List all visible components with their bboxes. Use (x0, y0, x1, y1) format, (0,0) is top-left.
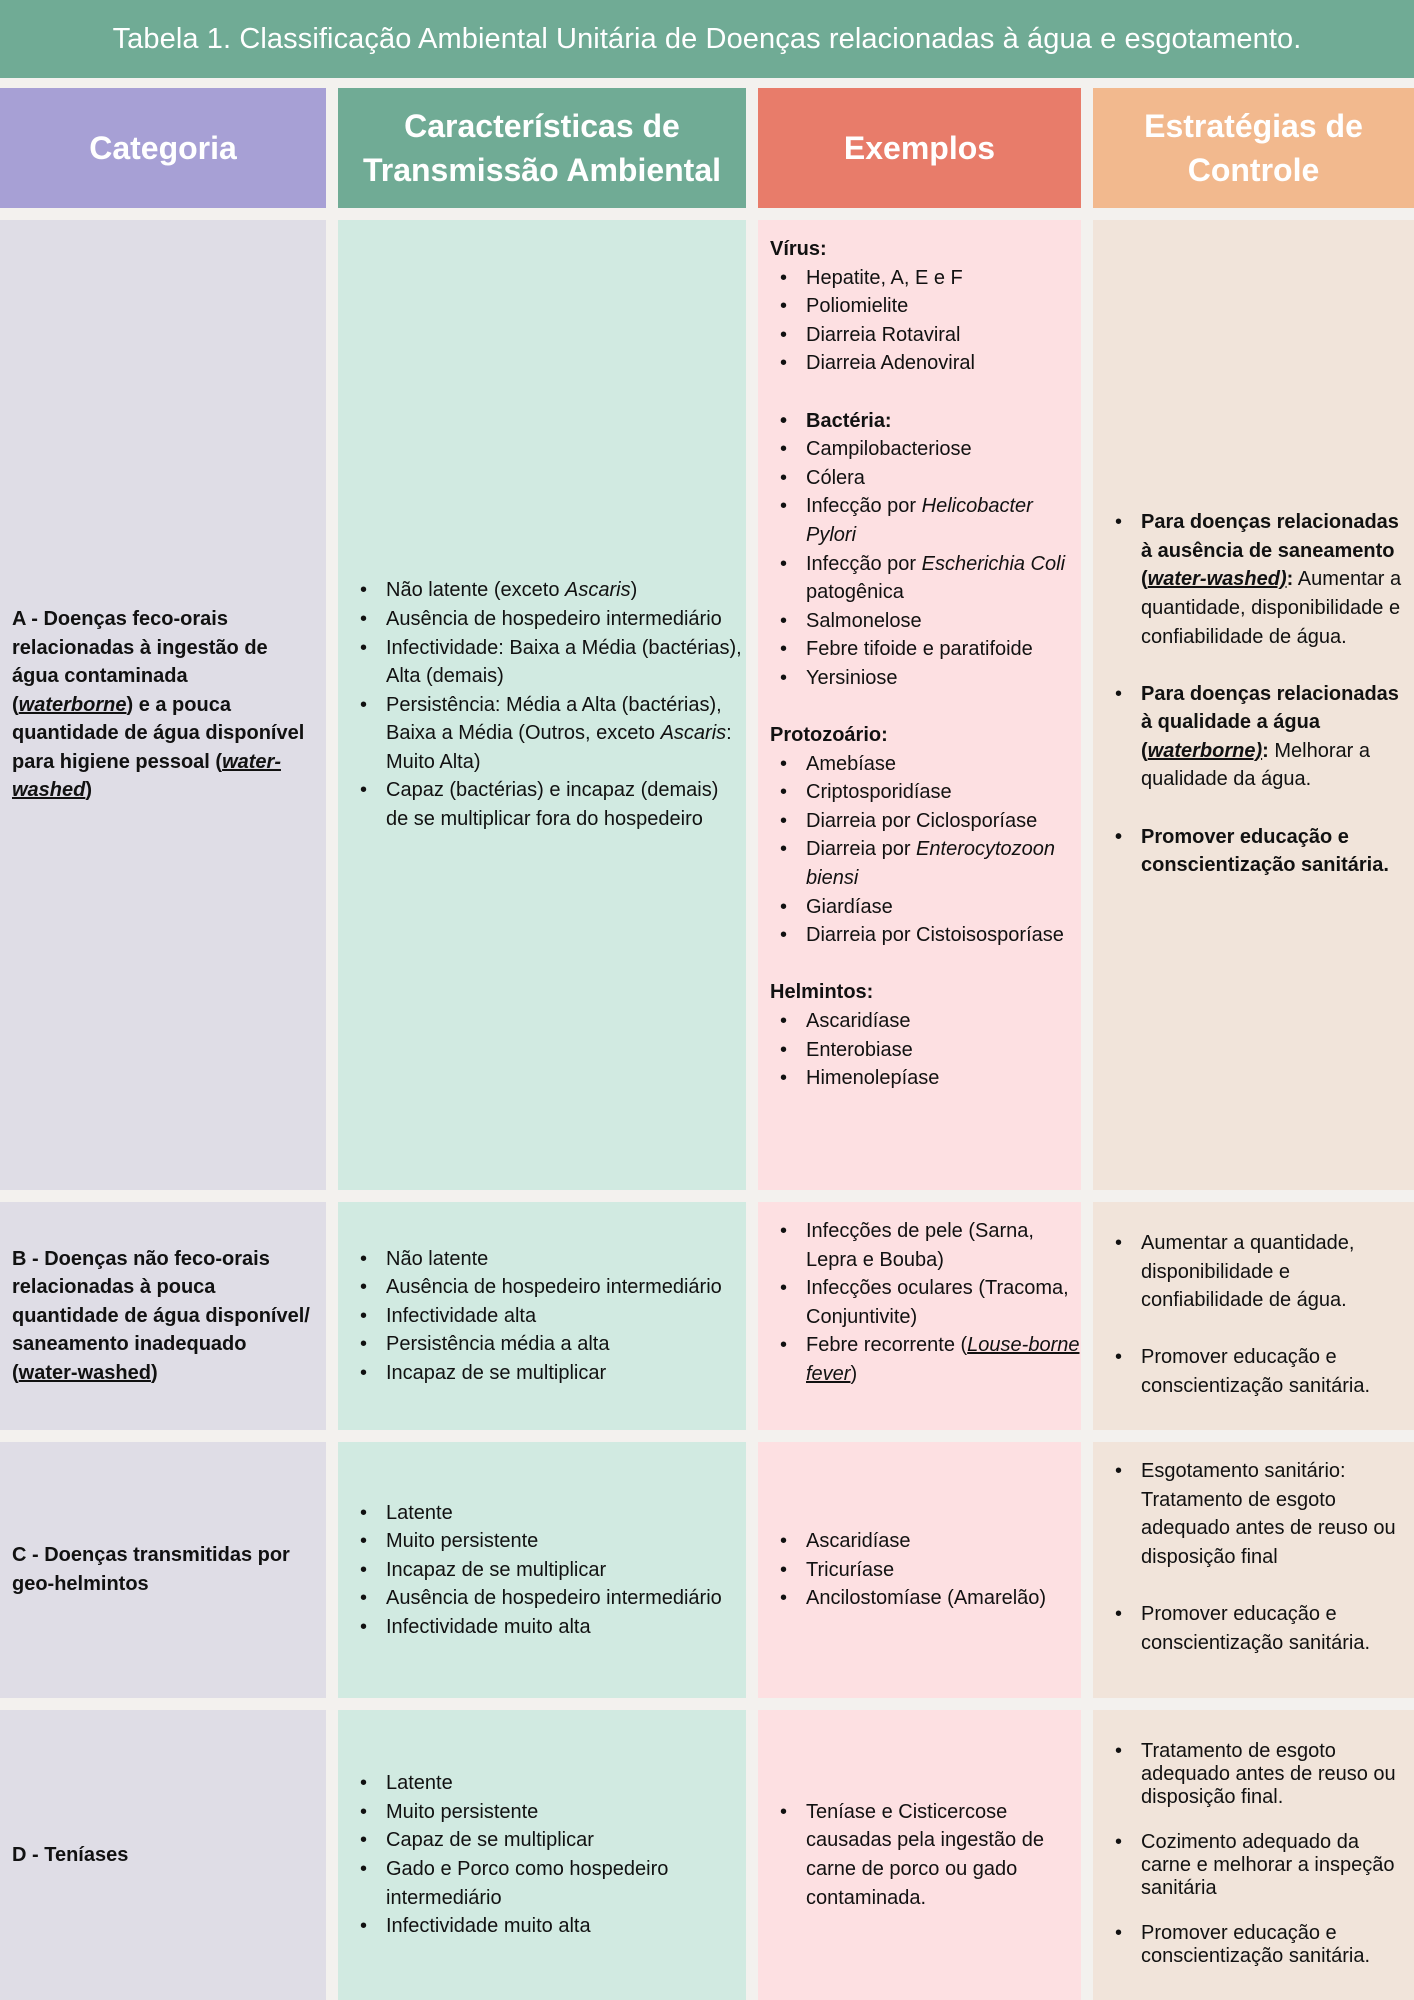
list-item: • Ancilostomíase (Amarelão) (758, 1584, 1081, 1613)
row-c-examples (758, 1442, 1081, 1698)
list-item: • Diarreia Rotaviral (758, 321, 1081, 350)
list-item: • Infectividade: Baixa a Média (bactérias), Alta (demais) (338, 634, 746, 691)
list-item: • Promover educação e conscientização sanitária. (1093, 1600, 1414, 1657)
row-a-control (1093, 220, 1414, 1190)
list-item: • Giardíase (758, 893, 1081, 922)
list-item: • Ausência de hospedeiro intermediário (338, 605, 746, 634)
list-item: • Yersiniose (758, 664, 1081, 693)
list-item: • Enterobiase (758, 1036, 1081, 1065)
list-item: • Cozimento adequado da carne e melhorar a inspeção sanitária (1093, 1831, 1414, 1900)
header-estrategias: Estratégias de Controle (1093, 88, 1414, 208)
list-item: • Não latente (338, 1245, 746, 1274)
row-a-characteristics (338, 220, 746, 1190)
list-item: • Ascaridíase (758, 1527, 1081, 1556)
row-d-control (1093, 1710, 1414, 2000)
list-item: • Promover educação e conscientização sanitária. (1093, 1922, 1414, 1968)
list-item: • Infectividade muito alta (338, 1912, 746, 1941)
row-d-examples (758, 1710, 1081, 2000)
list-item: • Capaz (bactérias) e incapaz (demais) de se multiplicar fora do hospedeiro (338, 776, 746, 833)
list-item: • Campilobacteriose (758, 435, 1081, 464)
row-a-examples (758, 220, 1081, 1190)
row-d-characteristics (338, 1710, 746, 2000)
list-item: • Infecção por Helicobacter Pylori (758, 492, 1081, 549)
list-item: • Criptosporidíase (758, 778, 1081, 807)
list-item: • Diarreia por Cistoisosporíase (758, 921, 1081, 950)
spacer (1093, 1900, 1414, 1922)
list-item: • Para doenças relacionadas à ausência de saneamento (water-washed): Aumentar a quantidade, disponibilidade e confiabilidade de água. (1093, 508, 1414, 651)
list-item: • Promover educação e conscientização sanitária. (1093, 823, 1414, 880)
category-text: C - Doenças transmitidas por geo-helmintos (12, 1544, 290, 1595)
row-c-characteristics (338, 1442, 746, 1698)
row-b-control (1093, 1202, 1414, 1430)
row-b-category (0, 1202, 326, 1430)
category-text: B - Doenças não feco-orais relacionadas à pouca quantidade de água disponível/ saneamento inadequado (water-washed) (12, 1247, 310, 1384)
list-item: • Ausência de hospedeiro intermediário (338, 1584, 746, 1613)
list-item: • Febre tifoide e paratifoide (758, 635, 1081, 664)
list-item: • Muito persistente (338, 1798, 746, 1827)
list-item: • Latente (338, 1769, 746, 1798)
spacer (1093, 651, 1414, 680)
list-item: • Infecções de pele (Sarna, Lepra e Bouba) (758, 1217, 1081, 1274)
list-item: • Diarreia por Ciclosporíase (758, 807, 1081, 836)
list-item: • Gado e Porco como hospedeiro intermediário (338, 1855, 746, 1912)
list-item: • Diarreia por Enterocytozoon biensi (758, 835, 1081, 892)
row-b-examples (758, 1202, 1081, 1430)
list-item: • Teníase e Cisticercose causadas pela ingestão de carne de porco ou gado contaminada. (758, 1798, 1081, 1912)
list-item: • Tratamento de esgoto adequado antes de reuso ou disposição final. (1093, 1740, 1414, 1809)
list-item: • Salmonelose (758, 607, 1081, 636)
list-item: • Diarreia Adenoviral (758, 349, 1081, 378)
row-c-control (1093, 1442, 1414, 1698)
list-item: • Infectividade muito alta (338, 1613, 746, 1642)
category-text: A - Doenças feco-orais relacionadas à ingestão de água contaminada (waterborne) e a pouca quantidade de água disponível para higiene pessoal (water-washed) (12, 607, 305, 802)
list-item: • Ausência de hospedeiro intermediário (338, 1273, 746, 1302)
list-item: • Incapaz de se multiplicar (338, 1556, 746, 1585)
group-title-bacteria: • Bactéria: (758, 407, 1081, 436)
characteristics-list (338, 576, 746, 833)
group-title-virus: Vírus: (770, 238, 827, 260)
list-item: • Incapaz de se multiplicar (338, 1359, 746, 1388)
list-item: • Capaz de se multiplicar (338, 1826, 746, 1855)
header-caracteristicas: Características de Transmissão Ambiental (338, 88, 746, 208)
list-item: • Persistência média a alta (338, 1330, 746, 1359)
spacer (1093, 1809, 1414, 1831)
list-item: • Infecções oculares (Tracoma, Conjuntivite) (758, 1274, 1081, 1331)
row-b-characteristics (338, 1202, 746, 1430)
list-item: • Esgotamento sanitário: Tratamento de esgoto adequado antes de reuso ou disposição final (1093, 1457, 1414, 1571)
list-item: • Poliomielite (758, 292, 1081, 321)
group-title-protozoario: Protozoário: (770, 724, 888, 747)
spacer (1093, 1571, 1414, 1600)
row-c-category (0, 1442, 326, 1698)
list-item: • Ascaridíase (758, 1007, 1081, 1036)
row-d-category (0, 1710, 326, 2000)
header-categoria: Categoria (0, 88, 326, 208)
list-item: • Persistência: Média a Alta (bactérias), Baixa a Média (Outros, exceto Ascaris: Muito Alta) (338, 691, 746, 777)
list-item: • Aumentar a quantidade, disponibilidade e confiabilidade de água. (1093, 1229, 1414, 1315)
list-item: • Infectividade alta (338, 1302, 746, 1331)
list-item: • Promover educação e conscientização sanitária. (1093, 1343, 1414, 1400)
list-item: • Cólera (758, 464, 1081, 493)
spacer (1093, 794, 1414, 823)
list-item: • Muito persistente (338, 1527, 746, 1556)
table-title: Tabela 1. Classificação Ambiental Unitária de Doenças relacionadas à água e esgotamento. (0, 0, 1414, 78)
list-item: • Infecção por Escherichia Coli patogênica (758, 550, 1081, 607)
list-item: • Não latente (exceto Ascaris) (338, 576, 746, 605)
category-text: D - Teníases (12, 1843, 129, 1866)
list-item: • Hepatite, A, E e F (758, 264, 1081, 293)
list-item: • Tricuríase (758, 1556, 1081, 1585)
list-item: • Para doenças relacionadas à qualidade a água (waterborne): Melhorar a qualidade da água. (1093, 680, 1414, 794)
header-exemplos: Exemplos (758, 88, 1081, 208)
row-a-category (0, 220, 326, 1190)
group-title-helmintos: Helmintos: (770, 981, 874, 1004)
spacer (1093, 1315, 1414, 1344)
list-item: • Amebíase (758, 750, 1081, 779)
list-item: • Febre recorrente (Louse-borne fever) (758, 1331, 1081, 1388)
list-item: • Himenolepíase (758, 1064, 1081, 1093)
list-item: • Latente (338, 1499, 746, 1528)
